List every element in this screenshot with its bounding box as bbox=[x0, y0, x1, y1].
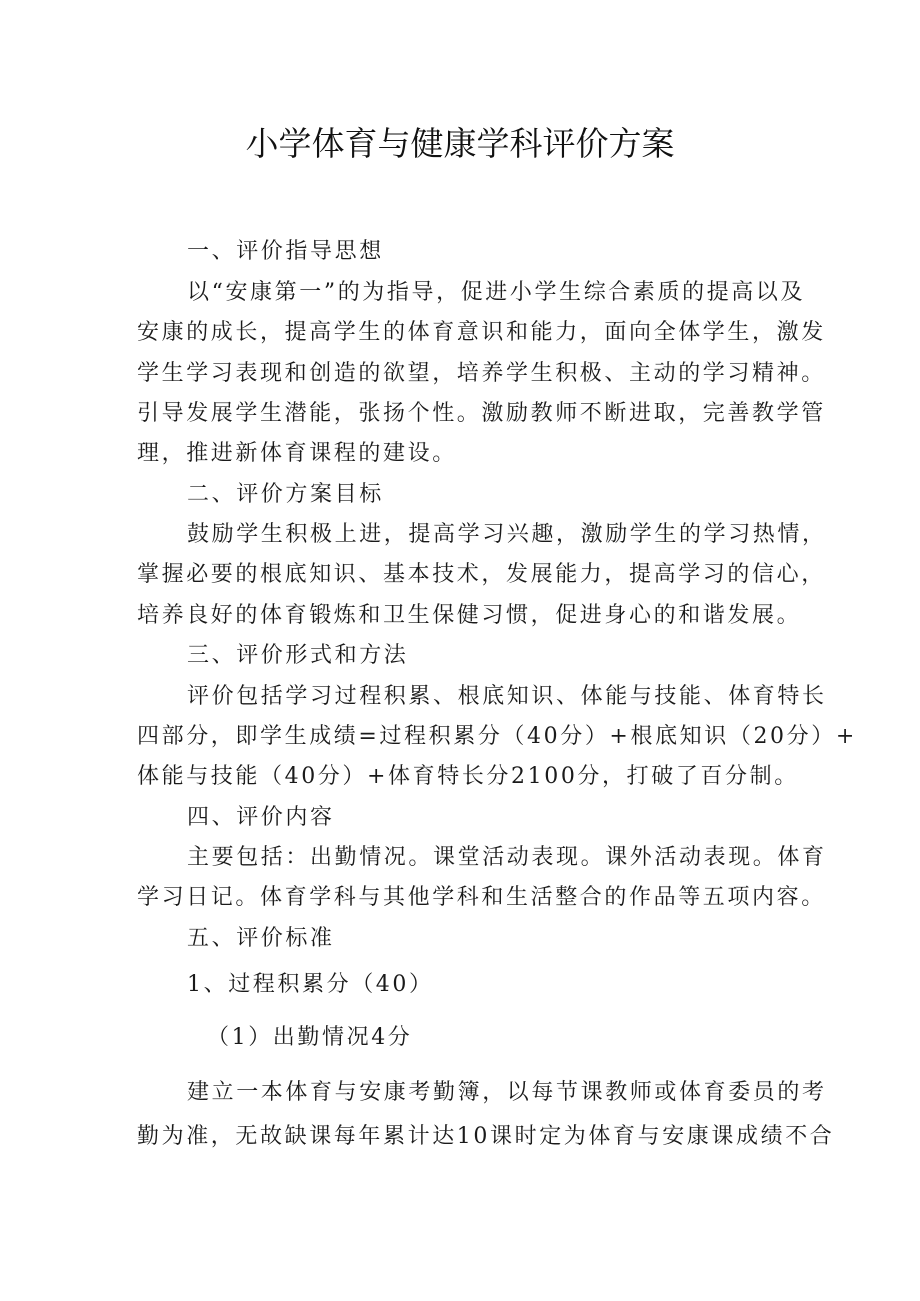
paragraph-line: 掌握必要的根底知识、基本技术，发展能力，提高学习的信心， bbox=[137, 562, 826, 587]
paragraph-line: 安康的成长，提高学生的体育意识和能力，面向全体学生，激发 bbox=[137, 320, 826, 345]
paragraph-line: 四部分，即学生成绩=过程积累分（40分）+根底知识（20分）+ bbox=[137, 724, 857, 749]
paragraph-line: 勤为准，无故缺课每年累计达10课时定为体育与安康课成绩不合 bbox=[137, 1124, 835, 1149]
paragraph-line: 培养良好的体育锻炼和卫生保健习惯，促进身心的和谐发展。 bbox=[137, 603, 802, 628]
paragraph-line: 评价包括学习过程积累、根底知识、体能与技能、体育特长 bbox=[187, 684, 827, 709]
section-heading-1: 一、评价指导思想 bbox=[187, 239, 384, 264]
subsection-heading: （1）出勤情况4分 bbox=[207, 1025, 413, 1050]
document-title: 小学体育与健康学科评价方案 bbox=[245, 124, 675, 163]
paragraph-line: 学习日记。体育学科与其他学科和生活整合的作品等五项内容。 bbox=[137, 885, 826, 910]
paragraph-line: 理，推进新体育课程的建设。 bbox=[137, 441, 457, 466]
paragraph-line: 以“安康第一”的为指导，促进小学生综合素质的提高以及 bbox=[187, 280, 806, 305]
paragraph-line: 学生学习表现和创造的欲望，培养学生积极、主动的学习精神。 bbox=[137, 361, 826, 386]
paragraph-line: 引导发展学生潜能，张扬个性。激励教师不断进取，完善教学管 bbox=[137, 401, 826, 426]
paragraph-line: 体能与技能（40分）+体育特长分2100分，打破了百分制。 bbox=[137, 764, 799, 789]
subsection-heading: 1、过程积累分（40） bbox=[187, 972, 434, 997]
paragraph-line: 建立一本体育与安康考勤簿，以每节课教师或体育委员的考 bbox=[187, 1080, 827, 1105]
section-heading-4: 四、评价内容 bbox=[187, 805, 335, 830]
paragraph-line: 鼓励学生积极上进，提高学习兴趣，激励学生的学习热情， bbox=[187, 522, 827, 547]
section-heading-5: 五、评价标准 bbox=[187, 926, 335, 951]
paragraph-line: 主要包括：出勤情况。课堂活动表现。课外活动表现。体育 bbox=[187, 845, 827, 870]
section-heading-3: 三、评价形式和方法 bbox=[187, 643, 409, 668]
section-heading-2: 二、评价方案目标 bbox=[187, 482, 384, 507]
